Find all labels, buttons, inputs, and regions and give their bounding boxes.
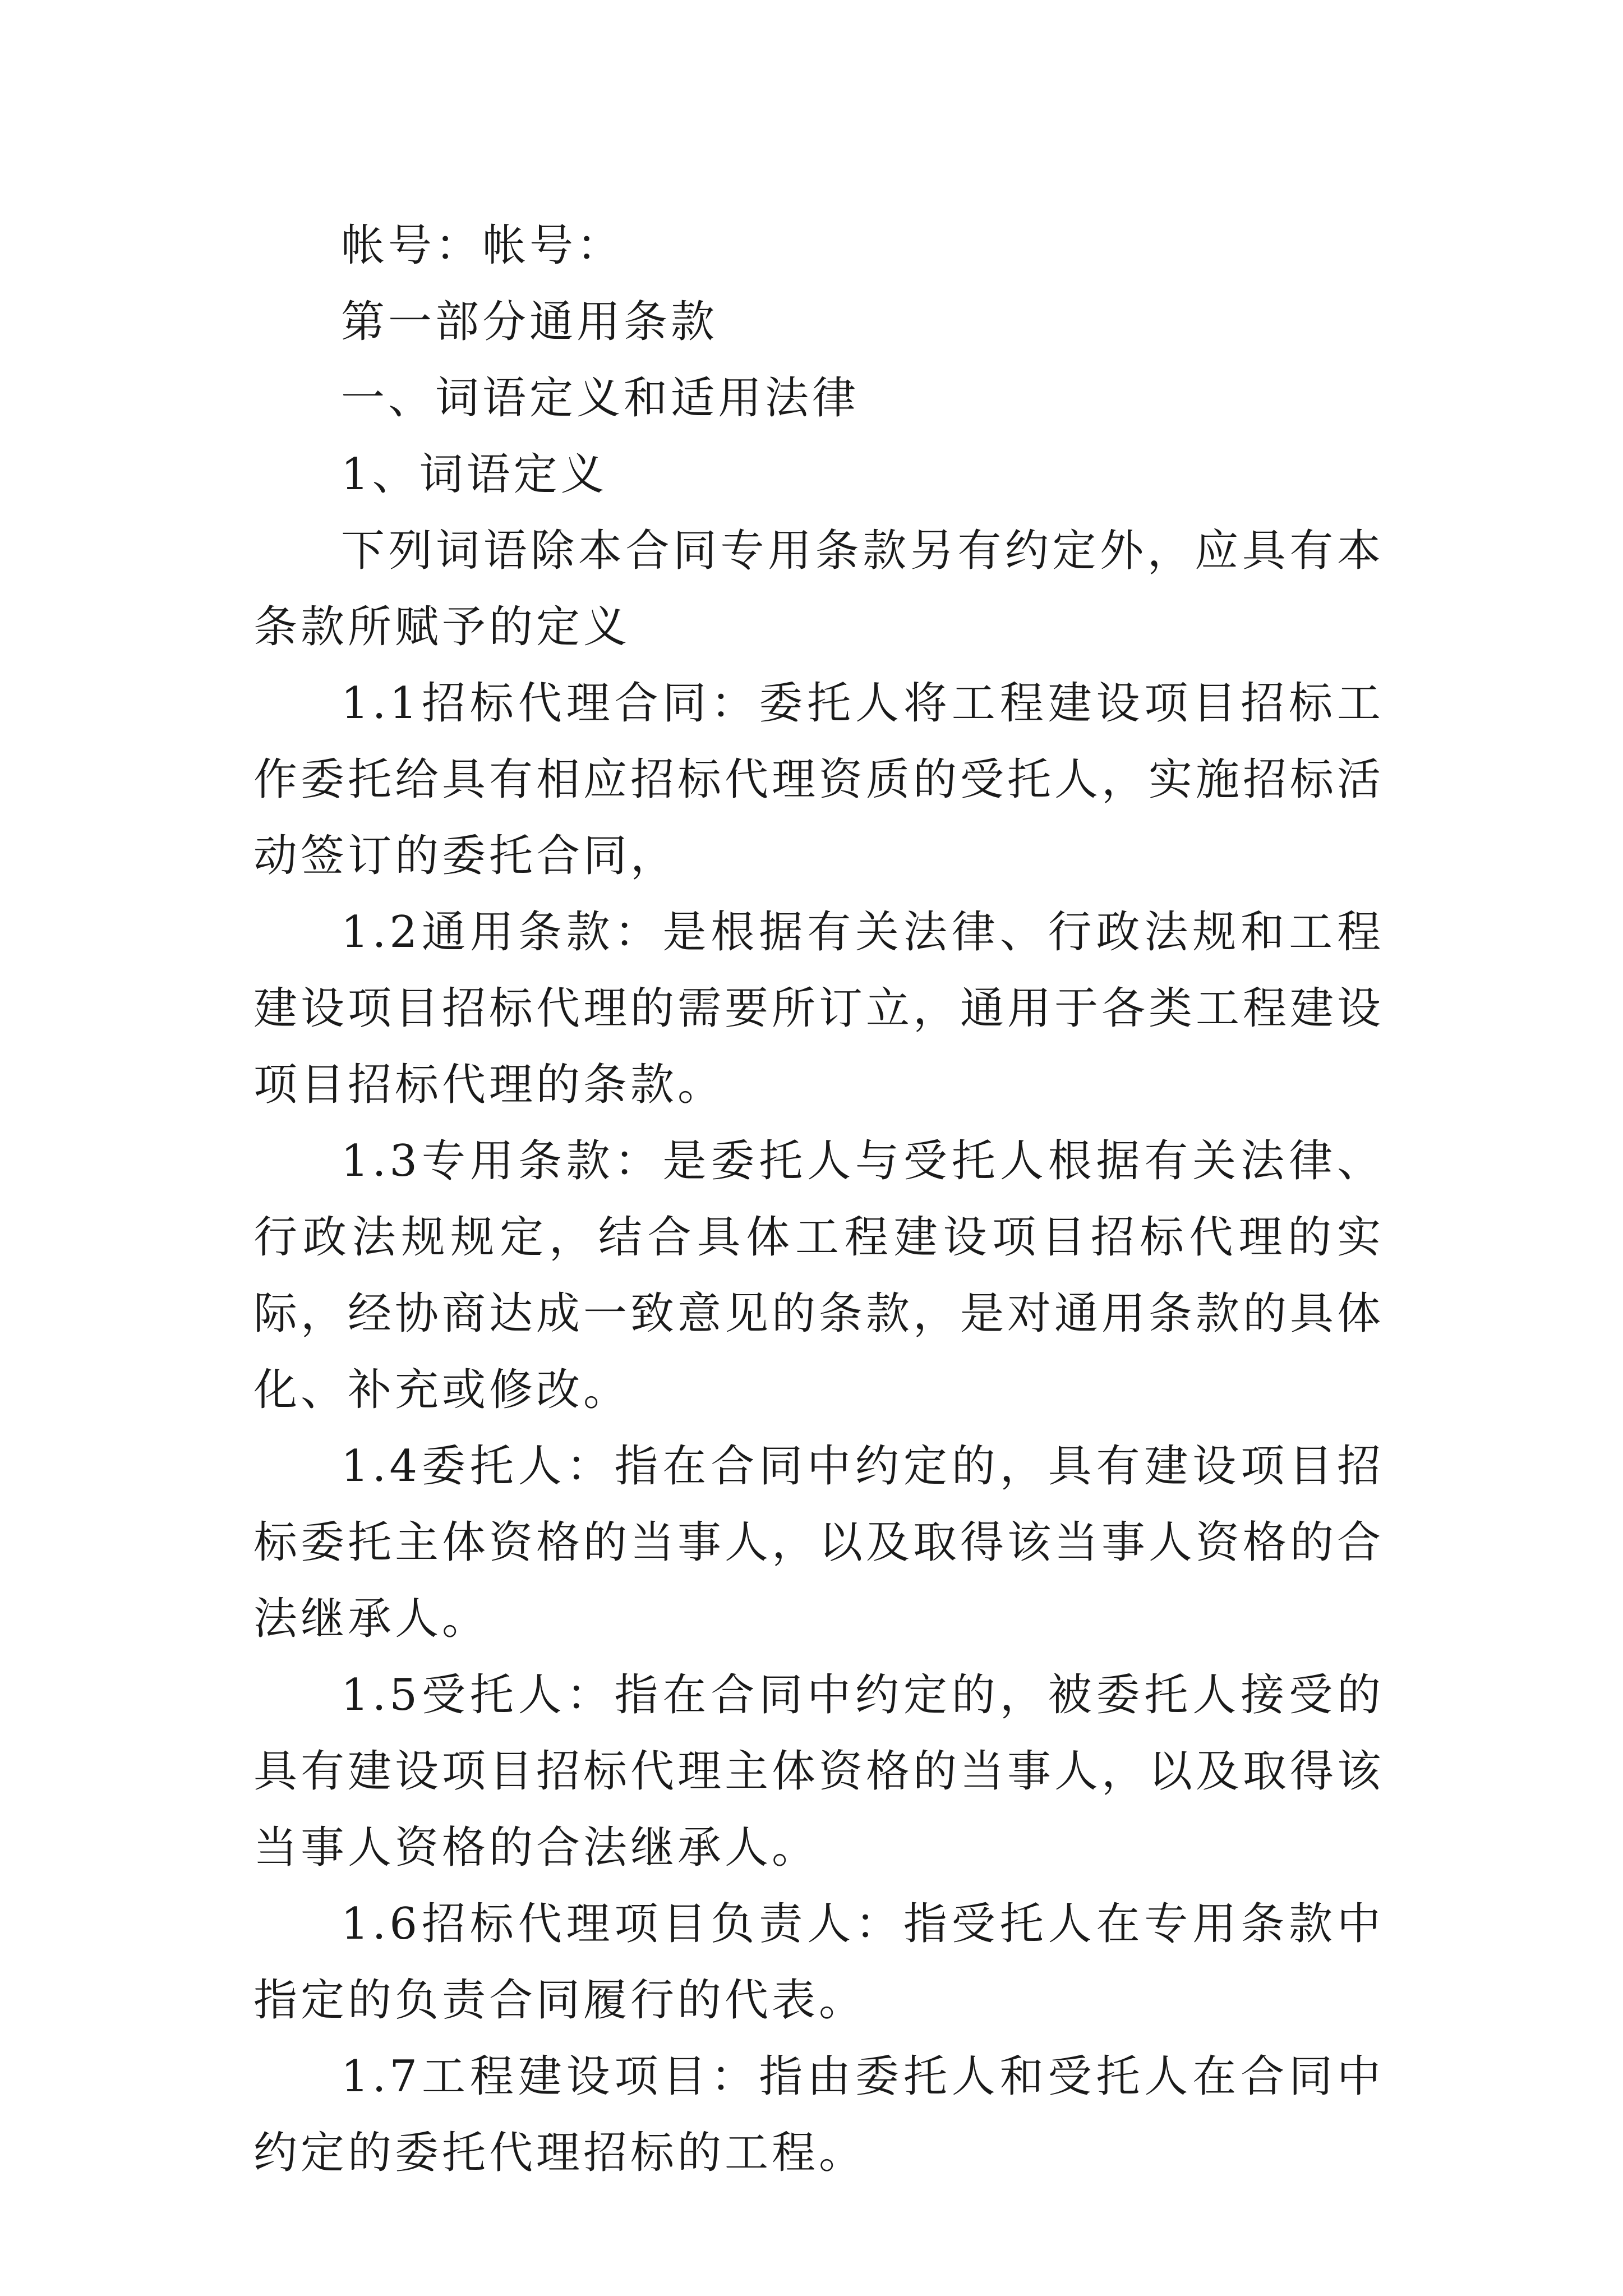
section-heading: 一、词语定义和适用法律 [341, 373, 860, 424]
document-body [253, 208, 1384, 2191]
clause-1-6: 1.6招标代理项目负责人：指受托人在专用条款中指定的负责合同履行的代表。 [253, 1899, 1384, 2026]
clause-1-7: 1.7工程建设项目：指由委托人和受托人在合同中约定的委托代理招标的工程。 [253, 2051, 1384, 2178]
clause-1-3: 1.3专用条款：是委托人与受托人根据有关法律、行政法规规定，结合具体工程建设项目招标代理的实际，经协商达成一致意见的条款，是对通用条款的具体化、补充或修改。 [253, 1136, 1385, 1415]
clause-1-5: 1.5受托人：指在合同中约定的，被委托人接受的具有建设项目招标代理主体资格的当事人，以及取得该当事人资格的合法继承人。 [253, 1670, 1385, 1873]
intro-paragraph: 下列词语除本合同专用条款另有约定外，应具有本条款所赋予的定义 [253, 526, 1384, 652]
clause-1-2: 1.2通用条款：是根据有关法律、行政法规和工程建设项目招标代理的需要所订立，通用于各类工程建设项目招标代理的条款。 [253, 907, 1385, 1110]
subsection-heading: 1、词语定义 [341, 449, 608, 500]
clause-1-4: 1.4委托人：指在合同中约定的，具有建设项目招标委托主体资格的当事人，以及取得该当事人资格的合法继承人。 [253, 1441, 1385, 1644]
account-line: 帐号：帐号： [341, 220, 624, 271]
part-heading: 第一部分通用条款 [341, 297, 718, 347]
clause-1-1: 1.1招标代理合同：委托人将工程建设项目招标工作委托给具有相应招标代理资质的受托人，实施招标活动签订的委托合同， [253, 678, 1385, 881]
